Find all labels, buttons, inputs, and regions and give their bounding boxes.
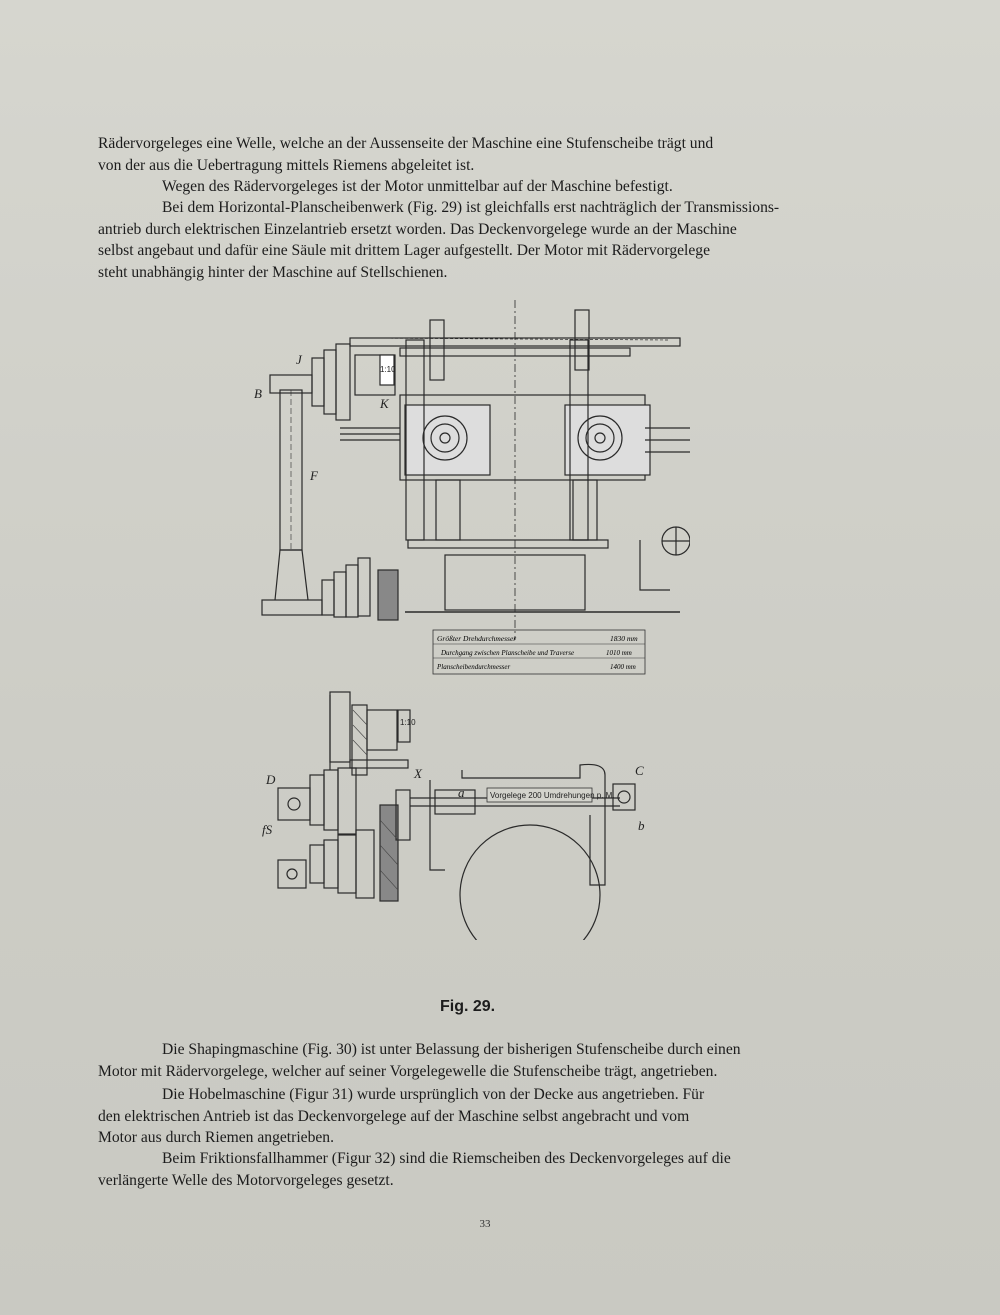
label-d: D	[266, 772, 276, 787]
label-f: F	[310, 468, 318, 483]
paragraph-5	[98, 1084, 850, 1149]
text-line: Die Hobelmaschine (Figur 31) wurde ursprünglich von der Decke aus angetrieben. Für	[162, 1086, 705, 1103]
paragraph-3	[98, 197, 850, 283]
text-line: Die Shapingmaschine (Fig. 30) ist unter Belassung der bisherigen Stufenscheibe durch einen	[162, 1041, 741, 1058]
table-value: 1010 mm	[606, 649, 632, 657]
text-line: antrieb durch elektrischen Einzelantrieb ersetzt worden. Das Deckenvorgelege wurde an der Maschine	[98, 220, 737, 238]
figure-caption: Fig. 29.	[440, 998, 496, 1015]
technical-drawing	[230, 300, 690, 940]
text-line: von der aus die Uebertragung mittels Riemens abgeleitet ist.	[98, 156, 475, 174]
text-line: Beim Friktionsfallhammer (Figur 32) sind die Riemscheiben des Deckenvorgeleges auf die	[162, 1150, 731, 1167]
label-c: C	[635, 763, 644, 778]
paragraph-4	[98, 1039, 850, 1082]
table-label: Durchgang zwischen Planscheibe und Traverse	[441, 649, 575, 657]
page-number: 33	[479, 1218, 491, 1230]
text-line: den elektrischen Antrieb ist das Deckenvorgelege auf der Maschine selbst angebracht und vom	[98, 1107, 690, 1125]
table-label: Planscheibendurchmesser	[437, 663, 511, 671]
text-line: Rädervorgeleges eine Welle, welche an der Aussenseite der Maschine eine Stufenscheibe trägt und	[98, 135, 714, 152]
label-b-lower: b	[638, 818, 645, 833]
label-b: B	[254, 386, 262, 401]
label-a: a	[458, 785, 465, 800]
text-line: Motor aus durch Riemen angetrieben.	[98, 1129, 335, 1147]
label-j: J	[296, 352, 302, 367]
scale-note: 1:10	[380, 365, 396, 374]
paragraph-6	[98, 1148, 850, 1191]
paragraph-2	[98, 176, 850, 198]
text-line: steht unabhängig hinter der Maschine auf Stellschienen.	[98, 263, 448, 281]
table-value: 1400 mm	[610, 663, 636, 671]
text-line: Motor mit Rädervorgelege, welcher auf seiner Vorgelegewelle die Stufenscheibe trägt, angetrieben.	[98, 1062, 718, 1080]
text-line: Wegen des Rädervorgeleges ist der Motor unmittelbar auf der Maschine befestigt.	[162, 178, 673, 195]
text-line: verlängerte Welle des Motorvorgeleges gesetzt.	[98, 1171, 394, 1189]
label-x: X	[414, 766, 422, 781]
belt-label: Vorgelege 200 Umdrehungen p. M.	[490, 791, 615, 800]
label-fs: fS	[262, 822, 273, 837]
label-k: K	[380, 396, 389, 411]
table-label: Größter Drehdurchmesser	[437, 634, 517, 643]
text-line: selbst angebaut und dafür eine Säule mit drittem Lager aufgestellt. Der Motor mit Rädervorgelege	[98, 242, 711, 260]
table-value: 1830 mm	[610, 634, 638, 643]
scale-note: 1:10	[400, 718, 416, 727]
spec-table	[433, 630, 645, 674]
paragraph-1	[98, 133, 850, 176]
text-line: Bei dem Horizontal-Planscheibenwerk (Fig. 29) ist gleichfalls erst nachträglich der Transmissions-	[162, 199, 780, 216]
